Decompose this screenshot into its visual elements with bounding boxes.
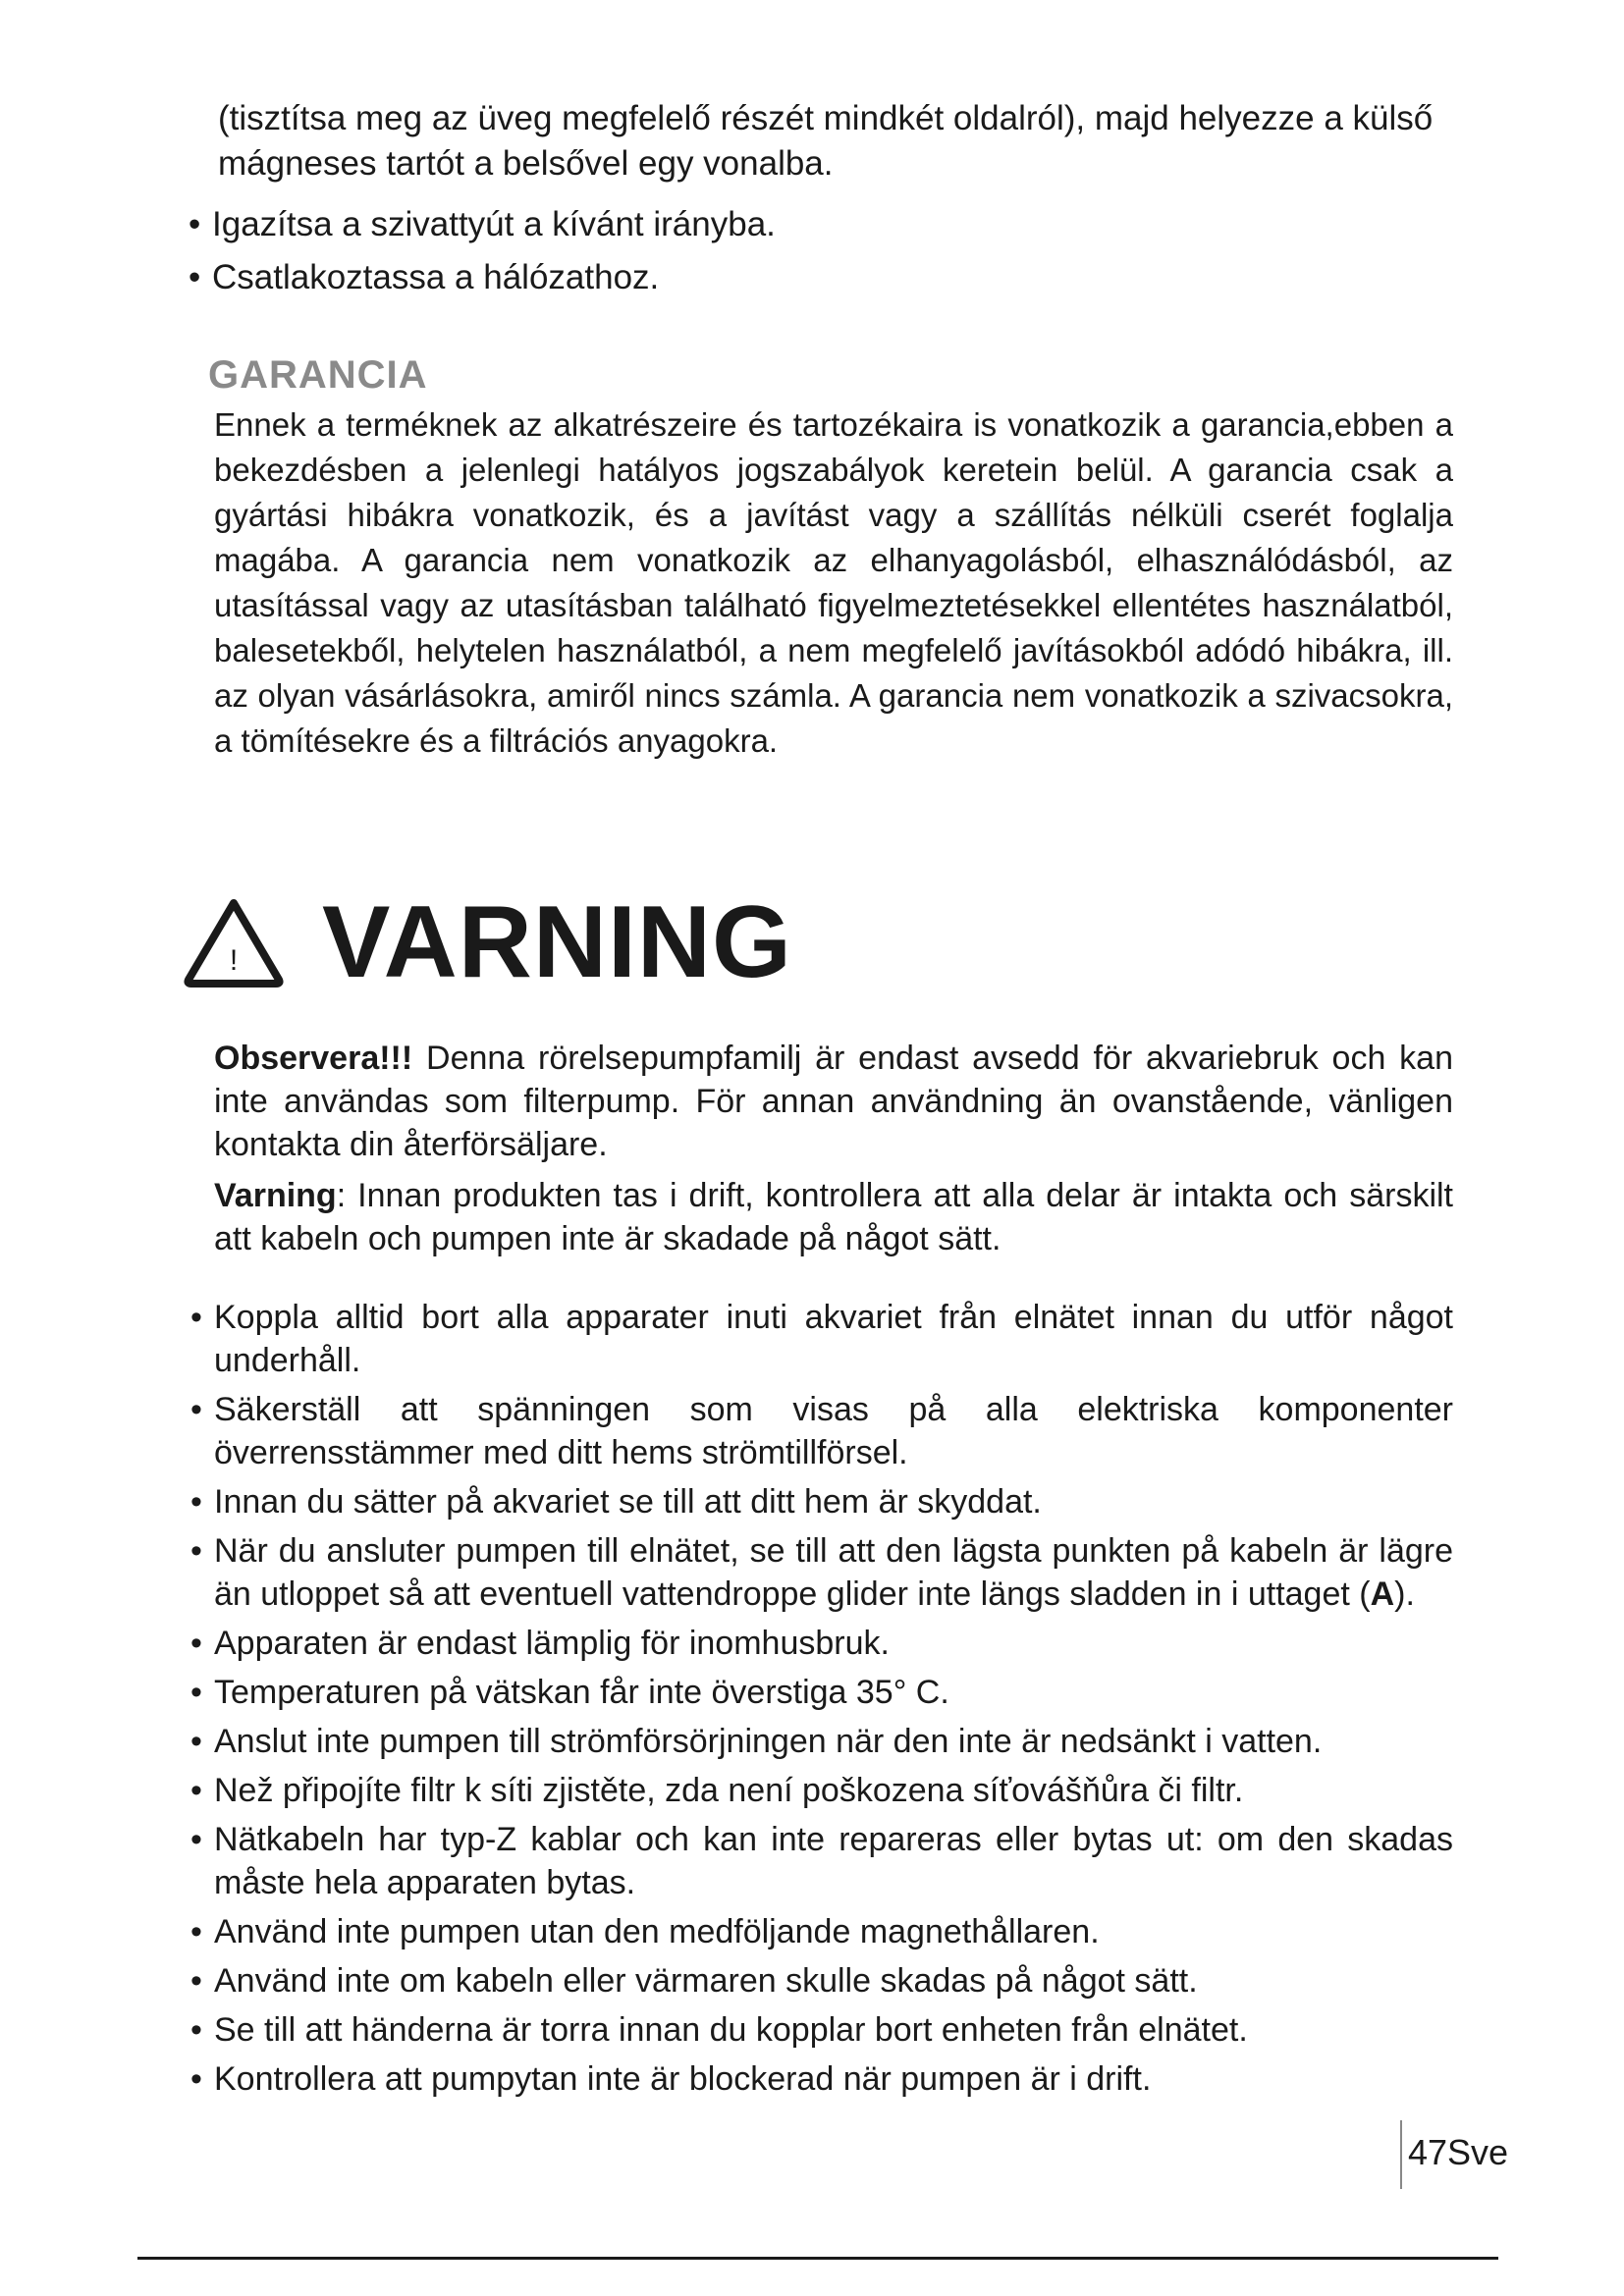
warning-triangle-icon	[183, 895, 285, 989]
hu-bullet-item	[187, 255, 1453, 300]
warning-title: VARNING	[322, 884, 792, 999]
sv-bullet-item	[189, 1480, 1453, 1523]
sv-bullet-text: Se till att händerna är torra innan du kopplar bort enheten från elnätet.	[214, 2011, 1248, 2049]
footer-rule	[137, 2257, 1498, 2260]
hu-bullet-text: Csatlakoztassa a hálózathoz.	[212, 258, 660, 296]
sv-bullet-text: Koppla alltid bort alla apparater inuti akvariet från elnätet innan du utför något underhåll.	[214, 1299, 1453, 1379]
bullet-dot: •	[190, 1821, 202, 1858]
sv-bullet-item	[189, 2008, 1453, 2052]
sv-bullet-text: Temperaturen på vätskan får inte överstiga 35° C.	[214, 1674, 949, 1711]
bullet-dot: •	[190, 1723, 202, 1760]
bullet-dot: •	[190, 1772, 202, 1809]
bullet-dot: •	[189, 205, 201, 243]
sv-bullet-text: Använd inte pumpen utan den medföljande magnethållaren.	[214, 1913, 1100, 1950]
sv-bullet-item	[189, 1388, 1453, 1474]
sv-bullet-text: Använd inte om kabeln eller värmaren skulle skadas på något sätt.	[214, 1962, 1198, 2000]
guarantee-paragraph: Ennek a terméknek az alkatrészeire és tartozékaira is vonatkozik a garancia,ebben a bekezdésben a jelenlegi hatályos jogszabályok keretein belül. A garancia csak a gyártási hibákra vonatkozik, és a javítást vagy a szállítás nélküli cserét foglalja magába. A garancia nem vonatkozik az elhanyagolásból, elhasználódásból, az utasítással vagy az utasításban található figyelmeztetésekkel ellentétes használatból, balesetekből, helytelen használatból, a nem megfelelő javításokból adódó hibákra, ill. az olyan vásárlásokra, amiről nincs számla. A garancia nem vonatkozik a szivacsokra, a tömítésekre és a filtrációs anyagokra.	[214, 406, 1453, 759]
sv-intro	[214, 1037, 1453, 1268]
hu-continuation-text: (tisztítsa meg az üveg megfelelő részét mindkét oldalról), majd helyezze a külső mágneses tartót a belsővel egy vonalba.	[218, 99, 1434, 183]
sv-bullet-text: Nätkabeln har typ-Z kablar och kan inte repareras eller bytas ut: om den skadas måste hela apparaten bytas.	[214, 1821, 1453, 1901]
warning-heading	[183, 883, 792, 1001]
sv-bullet-item	[189, 1529, 1453, 1616]
sv-bullet-bold-letter: A	[1370, 1575, 1395, 1613]
bullet-dot: •	[190, 1625, 202, 1662]
sv-bullet-item	[189, 1769, 1453, 1812]
bullet-dot: •	[190, 1299, 202, 1336]
sv-bullet-item	[189, 2057, 1453, 2101]
sv-warning-lead: Varning	[214, 1177, 337, 1214]
bullet-dot: •	[190, 1913, 202, 1950]
hu-bullet-list	[187, 202, 1453, 308]
hu-bullet-item	[187, 202, 1453, 247]
hu-bullet-text: Igazítsa a szivattyút a kívánt irányba.	[212, 205, 776, 243]
bullet-dot: •	[190, 1674, 202, 1711]
sv-bullet-item	[189, 1959, 1453, 2002]
sv-bullet-text-end: ).	[1394, 1575, 1415, 1613]
sv-bullet-text: Apparaten är endast lämplig för inomhusbruk.	[214, 1625, 890, 1662]
sv-warning-text: : Innan produkten tas i drift, kontrollera att alla delar är intakta och särskilt att kabeln och pumpen inte är skadade på något sätt.	[214, 1177, 1453, 1257]
sv-bullet-text: Anslut inte pumpen till strömförsörjningen när den inte är nedsänkt i vatten.	[214, 1723, 1323, 1760]
sv-bullet-item	[189, 1720, 1453, 1763]
bullet-dot: •	[190, 1483, 202, 1521]
footer-language: Sve	[1447, 2132, 1509, 2172]
sv-bullet-item	[189, 1622, 1453, 1665]
sv-note-lead: Observera!!!	[214, 1040, 413, 1077]
warning-icon-mark: !	[229, 944, 239, 977]
sv-warning-paragraph	[214, 1174, 1453, 1260]
sv-bullet-text: Kontrollera att pumpytan inte är blockerad när pumpen är i drift.	[214, 2060, 1152, 2098]
sv-bullet-text: Než připojíte filtr k síti zjistěte, zda není poškozena síťovášňůra či filtr.	[214, 1772, 1244, 1809]
bullet-dot: •	[190, 1962, 202, 2000]
sv-note-text: Denna rörelsepumpfamilj är endast avsedd för akvariebruk och kan inte användas som filterpump. För annan användning än ovanstående, vänligen kontakta din återförsäljare.	[214, 1040, 1453, 1163]
sv-bullet-item	[189, 1671, 1453, 1714]
bullet-dot: •	[190, 2011, 202, 2049]
sv-bullet-list	[189, 1296, 1453, 2107]
bullet-dot: •	[190, 2060, 202, 2098]
guarantee-heading: GARANCIA	[208, 353, 428, 397]
sv-bullet-item	[189, 1910, 1453, 1953]
page-footer-label	[1408, 2132, 1508, 2173]
sv-bullet-item	[189, 1818, 1453, 1904]
bullet-dot: •	[190, 1532, 202, 1570]
guarantee-body	[214, 402, 1453, 764]
sv-bullet-item	[189, 1296, 1453, 1382]
sv-bullet-text: Säkerställ att spänningen som visas på alla elektriska komponenter överrensstämmer med ditt hems strömtillförsel.	[214, 1391, 1453, 1471]
sv-note-paragraph	[214, 1037, 1453, 1166]
sv-bullet-text: När du ansluter pumpen till elnätet, se till att den lägsta punkten på kabeln är lägre än utloppet så att eventuell vattendroppe glider inte längs sladden in i uttaget (	[214, 1532, 1453, 1613]
sv-bullet-text: Innan du sätter på akvariet se till att ditt hem är skyddat.	[214, 1483, 1042, 1521]
bullet-dot: •	[190, 1391, 202, 1428]
page-number: 47	[1408, 2132, 1448, 2172]
footer-divider	[1400, 2120, 1402, 2189]
bullet-dot: •	[189, 258, 201, 296]
